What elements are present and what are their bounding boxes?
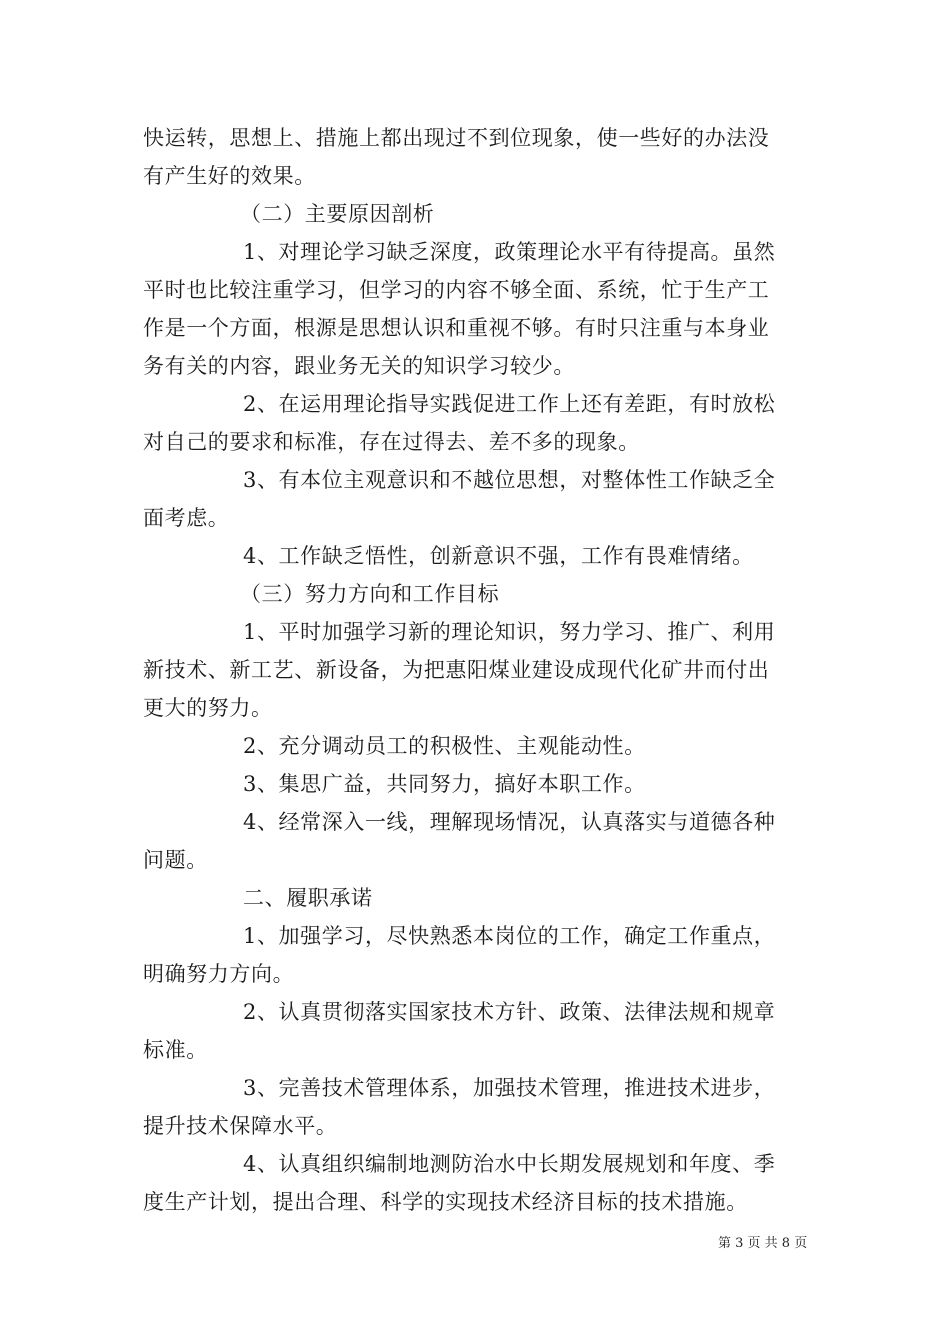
text-line: 问题。 bbox=[143, 848, 208, 872]
text-line: 2、充分调动员工的积极性、主观能动性。 bbox=[243, 734, 646, 758]
text-line: 务有关的内容，跟业务无关的知识学习较少。 bbox=[143, 354, 575, 378]
section-heading: （三）努力方向和工作目标 bbox=[240, 582, 500, 606]
section-heading: （二）主要原因剖析 bbox=[240, 202, 435, 226]
text-line: 4、工作缺乏悟性，创新意识不强，工作有畏难情绪。 bbox=[243, 544, 754, 568]
page-number: 第 3 页 共 8 页 bbox=[718, 1236, 808, 1251]
text-line: 2、在运用理论指导实践促进工作上还有差距，有时放松 bbox=[243, 392, 776, 416]
text-line: 4、认真组织编制地测防治水中长期发展规划和年度、季 bbox=[243, 1152, 776, 1176]
text-line: 1、平时加强学习新的理论知识，努力学习、推广、利用 bbox=[243, 620, 776, 644]
text-line: 标准。 bbox=[143, 1038, 208, 1062]
text-line: 平时也比较注重学习，但学习的内容不够全面、系统，忙于生产工 bbox=[143, 278, 770, 302]
text-line: 作是一个方面，根源是思想认识和重视不够。有时只注重与本身业 bbox=[143, 316, 770, 340]
text-line: 更大的努力。 bbox=[143, 696, 273, 720]
text-line: 2、认真贯彻落实国家技术方针、政策、法律法规和规章 bbox=[243, 1000, 776, 1024]
text-line: 明确努力方向。 bbox=[143, 962, 295, 986]
text-line: 新技术、新工艺、新设备，为把惠阳煤业建设成现代化矿井而付出 bbox=[143, 658, 770, 682]
text-line: 度生产计划，提出合理、科学的实现技术经济目标的技术措施。 bbox=[143, 1190, 748, 1214]
text-line: 面考虑。 bbox=[143, 506, 230, 530]
text-line: 3、完善技术管理体系，加强技术管理，推进技术进步， bbox=[243, 1076, 776, 1100]
text-line: 3、集思广益，共同努力，搞好本职工作。 bbox=[243, 772, 646, 796]
text-line: 提升技术保障水平。 bbox=[143, 1114, 338, 1138]
text-line: 对自己的要求和标准，存在过得去、差不多的现象。 bbox=[143, 430, 640, 454]
text-line: 1、加强学习，尽快熟悉本岗位的工作，确定工作重点， bbox=[243, 924, 776, 948]
text-line: 有产生好的效果。 bbox=[143, 164, 316, 188]
text-line: 3、有本位主观意识和不越位思想，对整体性工作缺乏全 bbox=[243, 468, 776, 492]
section-heading: 二、履职承诺 bbox=[243, 886, 373, 910]
text-line: 快运转，思想上、措施上都出现过不到位现象，使一些好的办法没 bbox=[143, 126, 770, 150]
text-line: 4、经常深入一线，理解现场情况，认真落实与道德各种 bbox=[243, 810, 776, 834]
text-line: 1、对理论学习缺乏深度，政策理论水平有待提高。虽然 bbox=[243, 240, 776, 264]
